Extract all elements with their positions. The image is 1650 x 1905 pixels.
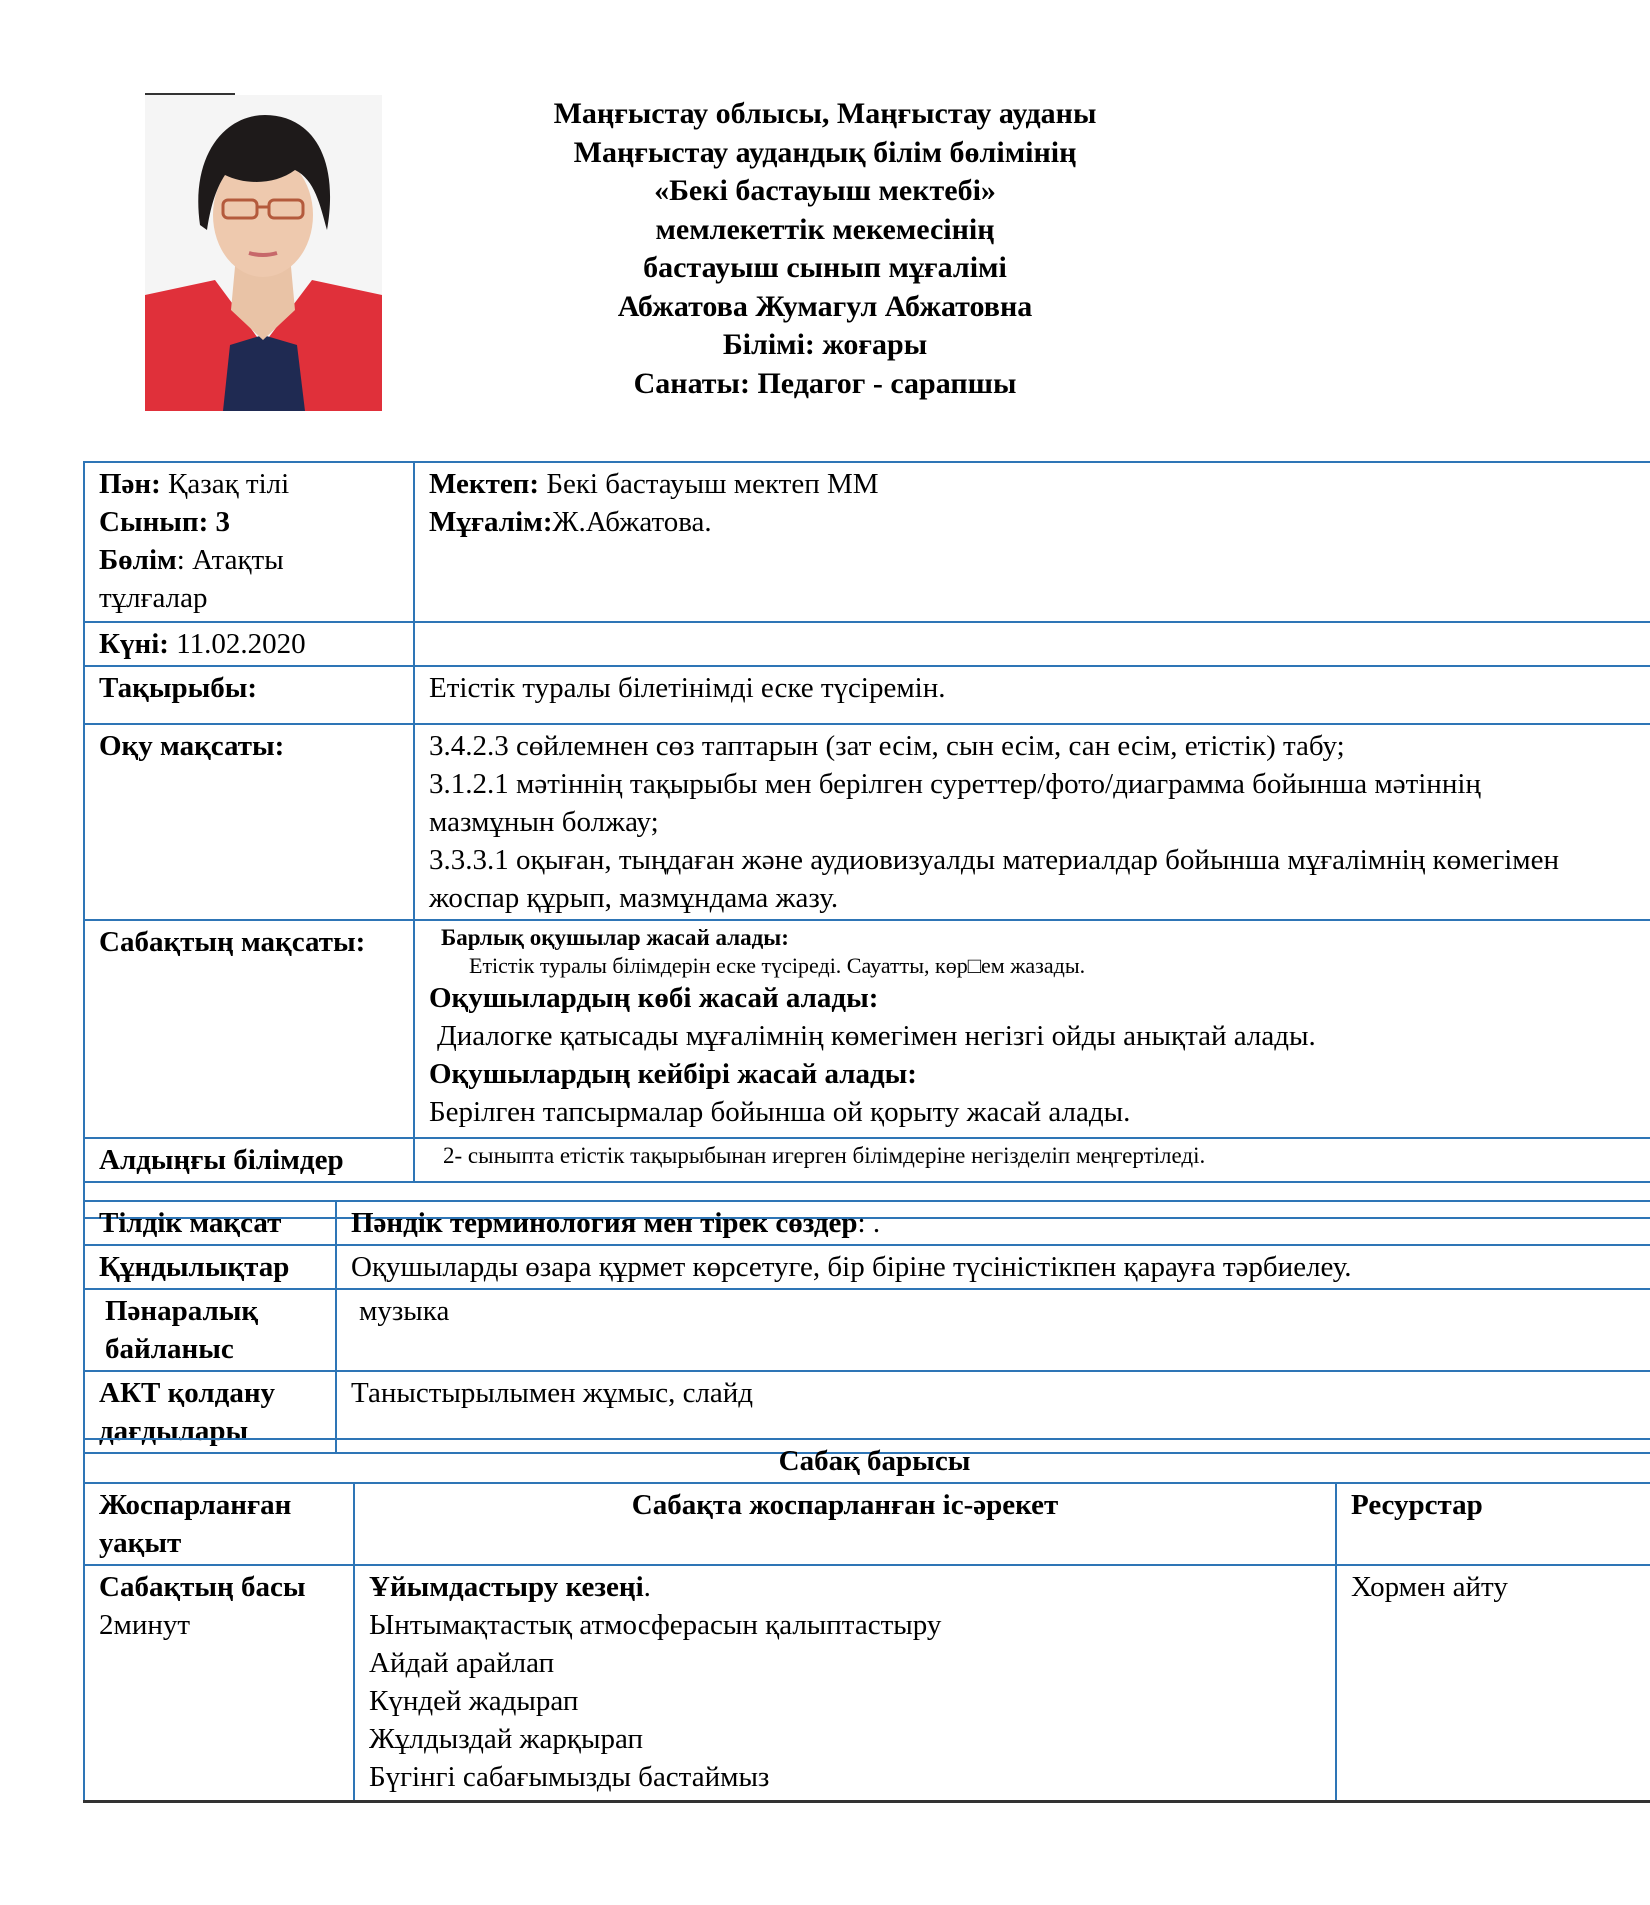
- section-value: : Атақты тұлғалар: [99, 544, 284, 614]
- ict-value: Таныстырылымен жұмыс, слайд: [336, 1371, 1650, 1453]
- table-row: [84, 1201, 1650, 1245]
- header-line-region: Маңғыстау облысы, Маңғыстау ауданы: [553, 97, 1097, 130]
- table-row: [84, 1138, 1650, 1182]
- some-students-text: Берілген тапсырмалар бойынша ой қорыту жасай алады.: [429, 1096, 1131, 1128]
- table-row: [84, 1289, 1650, 1371]
- stage-cell: [84, 1565, 354, 1801]
- col-time-label: Жоспарланған уақыт: [99, 1489, 292, 1559]
- table-row: [84, 666, 1650, 724]
- values-value: Оқушыларды өзара құрмет көрсетуге, бір біріне түсіністікпен қарауға тәрбиелеу.: [336, 1245, 1650, 1289]
- lesson-goals-label-cell: [84, 920, 414, 1138]
- cross-curricular-label: Пәнаралық байланыс: [105, 1295, 259, 1365]
- learning-goal: 3.3.3.1 оқыған, тыңдаған және аудиовизуалды материалдар бойынша мұғалімнің көмегімен жоспар құрып, мазмұндама жазу.: [429, 844, 1560, 914]
- date-cell: [84, 622, 414, 666]
- header-line-teacher-name: Абжатова Жумагул Абжатовна: [617, 289, 1033, 323]
- activity-line: Айдай арайлап: [369, 1647, 555, 1679]
- activity-cell: Ұйымдастыру кезеңі. Ынтымақтастық атмосферасын қалыптастыру Айдай арайлап Күндей жадырап Жұлдыздай жарқырап Бүгінгі сабағымызды бастаймыз: [354, 1565, 1336, 1801]
- table-row: [84, 1565, 1650, 1801]
- header-line-education: Білімі: жоғары: [722, 328, 928, 361]
- lesson-goals-label: Сабақтың мақсаты:: [99, 926, 366, 958]
- language-goal-suffix: : .: [857, 1207, 881, 1239]
- values-label-cell: [84, 1245, 336, 1289]
- lesson-info-table: [83, 461, 1650, 1219]
- prior-knowledge-label-cell: [84, 1138, 414, 1182]
- prior-knowledge-text: 2- сыныпта етістік тақырыбынан игерген білімдеріне негізделіп меңгертіледі.: [414, 1138, 1650, 1182]
- language-goal-label: Тілдік мақсат: [99, 1207, 282, 1239]
- subject-value: Қазақ тілі: [160, 468, 290, 500]
- school-cell: [414, 462, 1650, 622]
- language-goal-label-cell: [84, 1201, 336, 1245]
- table-row: [84, 1439, 1650, 1483]
- topic-label-cell: [84, 666, 414, 724]
- section-label: Бөлім: [99, 544, 177, 576]
- header-line-school: «Бекі бастауыш мектебі»: [654, 174, 996, 207]
- ict-label: АКТ қолдану дағдылары: [99, 1377, 276, 1447]
- col-resources-label: Ресурстар: [1351, 1489, 1483, 1521]
- table-row: [84, 1245, 1650, 1289]
- school-value: Бекі бастауыш мектеп ММ: [539, 468, 879, 500]
- goals-label-cell: [84, 724, 414, 920]
- stage-time: 2минут: [99, 1609, 191, 1641]
- lesson-plan-table: [83, 1438, 1650, 1803]
- date-label: Күні:: [99, 628, 169, 660]
- col-activity-label: Сабақта жоспарланған іс-әрекет: [631, 1489, 1059, 1521]
- language-goal-cell: [336, 1201, 1650, 1245]
- learning-goal: 3.1.2.1 мәтіннің тақырыбы мен берілген суреттер/фото/диаграмма бойынша мәтіннің мазмұнын болжау;: [429, 768, 1481, 838]
- col-activity-header: [354, 1483, 1336, 1565]
- table-row: [84, 1483, 1650, 1565]
- prior-knowledge-label: Алдыңғы білімдер: [99, 1144, 344, 1176]
- teacher-value: Ж.Абжатова.: [552, 506, 712, 538]
- class-label: Сынып: 3: [99, 506, 231, 538]
- goals-label: Оқу мақсаты:: [99, 730, 285, 762]
- table-row: [84, 462, 1650, 622]
- lesson-extras-table: [83, 1200, 1650, 1454]
- lesson-goals-cell: [414, 920, 1650, 1138]
- date-value: 11.02.2020: [168, 628, 306, 660]
- subject-cell: [84, 462, 414, 622]
- teacher-photo: [145, 95, 382, 411]
- table-row: [84, 724, 1650, 920]
- cross-curricular-label-cell: [84, 1289, 336, 1371]
- activity-line: Ынтымақтастық атмосферасын қалыптастыру: [369, 1609, 942, 1641]
- table-row: [84, 622, 1650, 666]
- subject-label: Пән:: [99, 468, 161, 500]
- col-resources-header: [1336, 1483, 1650, 1565]
- header-line-position: бастауыш сынып мұғалімі: [643, 251, 1007, 284]
- stage-label: Сабақтың басы: [99, 1571, 306, 1603]
- some-students-label: Оқушылардың кейбірі жасай алады:: [429, 1058, 917, 1090]
- cross-curricular-value: музыка: [336, 1289, 1650, 1371]
- activity-line: Күндей жадырап: [369, 1685, 579, 1717]
- most-students-text: Диалогке қатысады мұғалімнің көмегімен негізгі ойды анықтай алады.: [437, 1020, 1316, 1052]
- portrait-image: [145, 95, 382, 411]
- lesson-plan-title: Сабақ барысы: [778, 1445, 971, 1477]
- topic-value: Етістік туралы білетінімді еске түсіремін.: [414, 666, 1650, 724]
- all-students-label: Барлық оқушылар жасай алады:: [441, 925, 789, 950]
- document-header: [430, 95, 1220, 403]
- teacher-label: Мұғалім:: [429, 506, 553, 538]
- col-time-header: [84, 1483, 354, 1565]
- header-line-category: Санаты: Педагог - сарапшы: [633, 366, 1017, 400]
- empty-cell: [414, 622, 1650, 666]
- lesson-plan-title-cell: [84, 1439, 1650, 1483]
- activity-line: Бүгінгі сабағымызды бастаймыз: [369, 1761, 770, 1793]
- values-label: Құндылықтар: [99, 1251, 290, 1283]
- language-goal-value: Пәндік терминология мен тірек сөздер: [351, 1207, 858, 1239]
- topic-label: Тақырыбы:: [99, 672, 258, 704]
- school-label: Мектеп:: [429, 468, 540, 500]
- activity-line: Жұлдыздай жарқырап: [369, 1723, 644, 1755]
- all-students-text: Етістік туралы білімдерін еске түсіреді. Сауатты, көр□ем жазады.: [469, 953, 1086, 978]
- learning-goal: 3.4.2.3 сөйлемнен сөз таптарын (зат есім, сын есім, сан есім, етістік) табу;: [429, 730, 1345, 762]
- header-line-department: Маңғыстау аудандық білім бөлімінің: [573, 135, 1077, 169]
- table-row: [84, 920, 1650, 1138]
- resources-value: Хормен айту: [1336, 1565, 1650, 1801]
- goals-cell: [414, 724, 1650, 920]
- header-line-institution: мемлекеттік мекемесінің: [655, 212, 995, 246]
- activity-title: Ұйымдастыру кезеңі: [369, 1571, 644, 1603]
- most-students-label: Оқушылардың көбі жасай алады:: [429, 982, 879, 1014]
